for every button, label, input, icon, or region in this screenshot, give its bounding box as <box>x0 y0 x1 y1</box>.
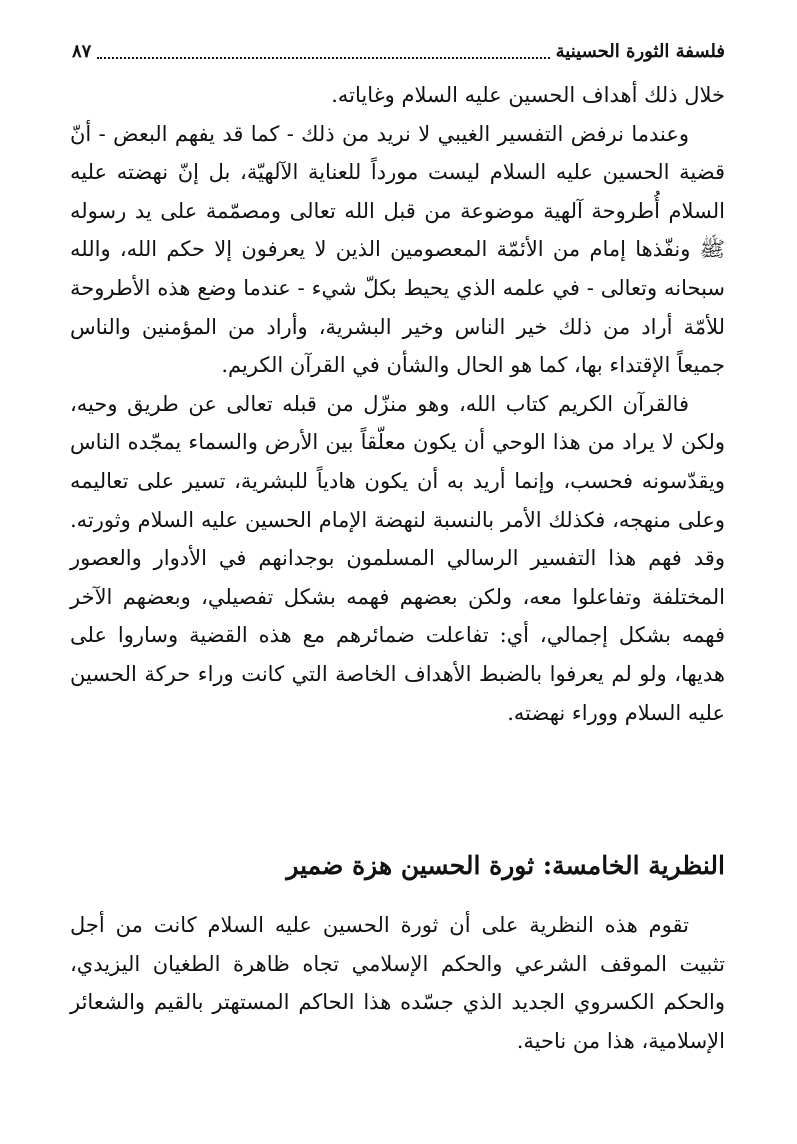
running-header <box>72 28 725 62</box>
header-dotted-leader <box>97 57 549 59</box>
section-heading: النظرية الخامسة: ثورة الحسين هزة ضمير <box>286 851 725 880</box>
body-text <box>70 76 725 732</box>
book-title: فلسفة الثورة الحسينية <box>555 41 725 62</box>
paragraph-continuation: خلال ذلك أهداف الحسين عليه السلام وغاياته. <box>331 83 725 107</box>
paragraph: تقوم هذه النظرية على أن ثورة الحسين عليه السلام كانت من أجل تثبيت الموقف الشرعي والحكم الإسلامي تجاه ظاهرة الطغيان اليزيدي، والحكم الكسروي الجديد الذي جسّده هذا الحاكم المستهتر بالقيم والشعائر الإسلامية، هذا من ناحية. <box>70 913 725 1053</box>
page-number: ٨٧ <box>72 41 92 62</box>
paragraph: وعندما نرفض التفسير الغيبي لا نريد من ذلك - كما قد يفهم البعض - أنّ قضية الحسين عليه السلام ليست مورداً للعناية الآلهيّة، بل إنّ نهضته عليه السلام أُطروحة آلهية موضوعة من قبل الله تعالى ومصمّمة على يد رسوله ﷺ ونفّذها إمام من الأئمّة المعصومين الذين لا يعرفون إلا حكم الله، والله سبحانه وتعالى - في علمه الذي يحيط بكلّ شيء - عندما وضع هذه الأطروحة للأمّة أراد من ذلك خير الناس وخير البشرية، وأراد من المؤمنين والناس جميعاً الإقتداء بها، كما هو الحال والشأن في القرآن الكريم. <box>70 121 725 378</box>
section-body-text <box>70 906 725 1060</box>
paragraph: فالقرآن الكريم كتاب الله، وهو منزّل من قبله تعالى عن طريق وحيه، ولكن لا يراد من هذا الوحي أن يكون معلّقاً بين الأرض والسماء يمجّده الناس ويقدّسونه فحسب، وإنما أريد به أن يكون هادياً للبشرية، تسير على تعاليمه وعلى منهجه، فكذلك الأمر بالنسبة لنهضة الإمام الحسين عليه السلام وثورته. وقد فهم هذا التفسير الرسالي المسلمون بوجدانهم في الأدوار والعصور المختلفة وتفاعلوا معه، ولكن بعضهم فهمه بشكل تفصيلي، وبعضهم الآخر فهمه بشكل إجمالي، أي: تفاعلت ضمائرهم مع هذه القضية وساروا على هديها، ولو لم يعرفوا بالضبط الأهداف الخاصة التي كانت وراء حركة الحسين عليه السلام ووراء نهضته. <box>70 391 725 725</box>
